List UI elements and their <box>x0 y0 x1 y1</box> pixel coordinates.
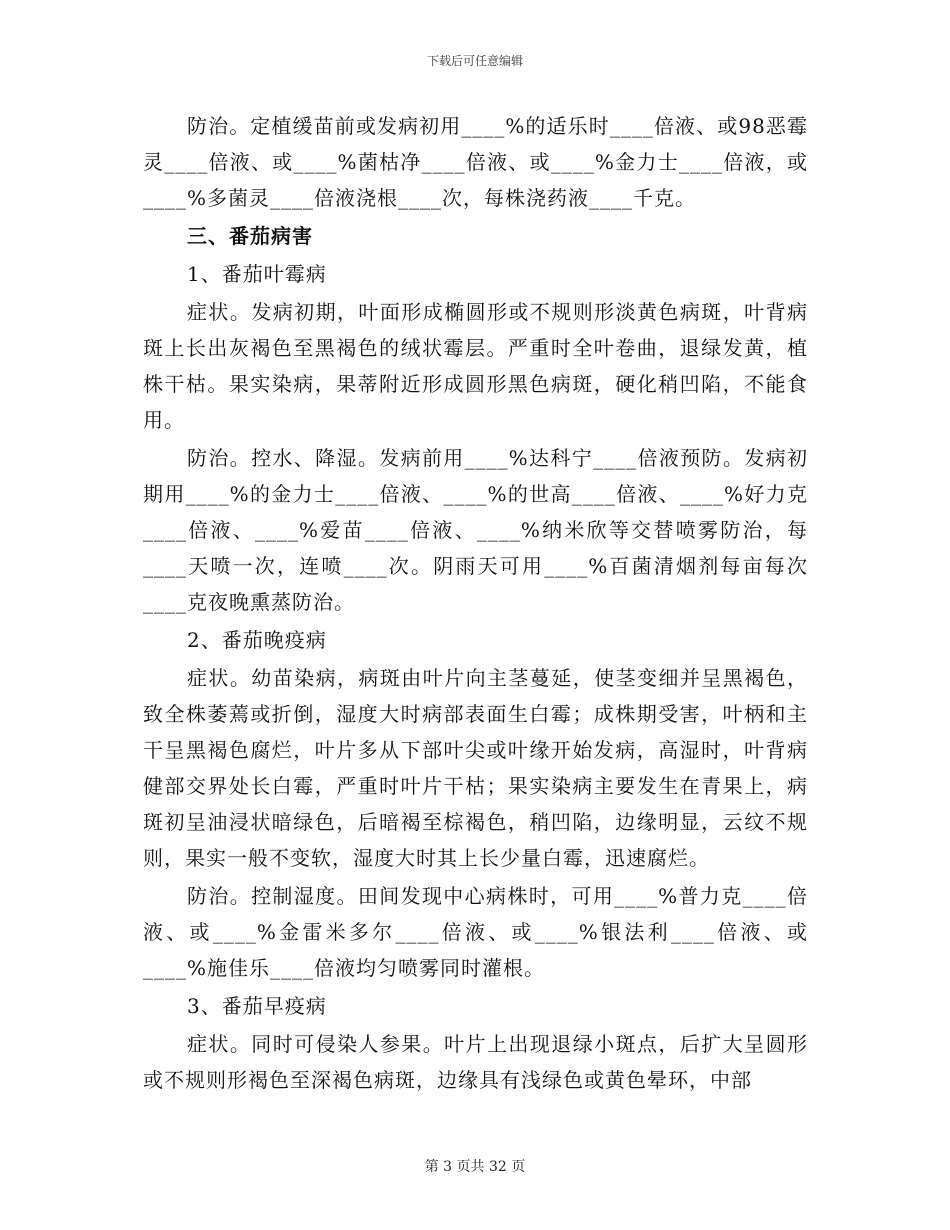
section-heading-tomato-diseases: 三、番茄病害 <box>187 224 313 248</box>
page-footer: 第 3 页共 32 页 <box>424 1159 526 1175</box>
subheading-late-blight: 2、番茄晚疫病 <box>187 628 327 652</box>
paragraph-leaf-mold-symptoms: 症状。发病初期，叶面形成椭圆形或不规则形淡黄色病斑，叶背病斑上长出灰褐色至黑褐色的绒状霉层。严重时全叶卷曲，退绿发黄，植株干枯。果实染病，果蒂附近形成圆形黑色病斑，硬化稍凹陷，不能食用。 <box>143 300 808 432</box>
paragraph-early-blight-symptoms: 症状。同时可侵染人参果。叶片上出现退绿小斑点，后扩大呈圆形或不规则形褐色至深褐色病斑，边缘具有浅绿色或黄色晕环，中部 <box>143 1032 808 1092</box>
paragraph-leaf-mold-control: 防治。控水、降湿。发病前用____%达科宁____倍液预防。发病初期用____%的金力士____倍液、____%的世高____倍液、____%好力克____倍液、____%爱苗____倍液、____%纳米欣等交替喷雾防治，每____天喷一次，连喷____次。阴雨天可用____%百菌清烟剂每亩每次____克夜晚熏蒸防治。 <box>143 446 808 614</box>
subheading-leaf-mold: 1、番茄叶霉病 <box>187 262 327 286</box>
paragraph-late-blight-symptoms: 症状。幼苗染病，病斑由叶片向主茎蔓延，使茎变细并呈黑褐色，致全株萎蔫或折倒，湿度大时病部表面生白霉；成株期受害，叶柄和主干呈黑褐色腐烂，叶片多从下部叶尖或叶缘开始发病，高湿时，叶背病健部交界处长白霉，严重时叶片干枯；果实染病主要发生在青果上，病斑初呈油浸状暗绿色，后暗褐至棕褐色，稍凹陷，边缘明显，云纹不规则，果实一般不变软，湿度大时其上长少量白霉，迅速腐烂。 <box>143 666 808 870</box>
paragraph-seedling-control: 防治。定植缓苗前或发病初用____%的适乐时____倍液、或98恶霉灵____倍液、或____%菌枯净____倍液、或____%金力士____倍液，或____%多菌灵____倍液浇根____次，每株浇药液____千克。 <box>143 114 808 210</box>
page-header: 下载后可任意编辑 <box>426 54 523 68</box>
subheading-early-blight: 3、番茄早疫病 <box>187 994 327 1018</box>
paragraph-late-blight-control: 防治。控制湿度。田间发现中心病株时，可用____%普力克____倍液、或____%金雷米多尔____倍液、或____%银法利____倍液、或____%施佳乐____倍液均匀喷雾同时灌根。 <box>143 884 808 980</box>
document-body <box>143 108 808 1100</box>
